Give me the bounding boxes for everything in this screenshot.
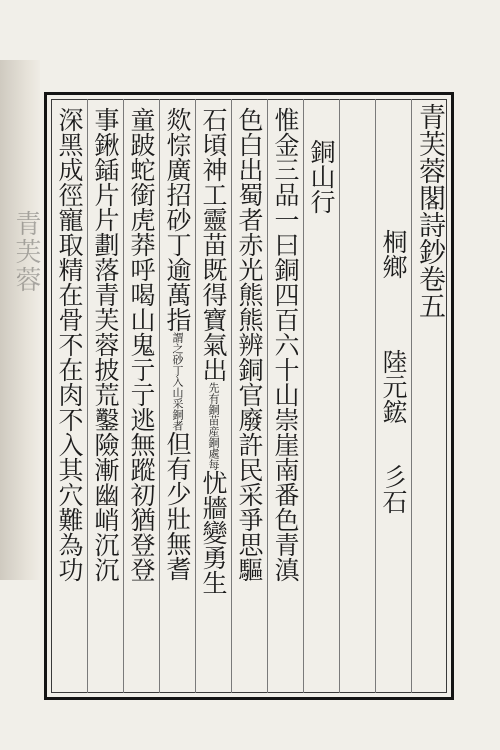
poem-text: 忧牆變勇生 <box>199 470 228 595</box>
text-columns <box>51 99 447 693</box>
poem-column <box>195 99 231 693</box>
book-title: 青芙蓉閣詩鈔卷五 <box>411 99 447 693</box>
inline-note <box>207 382 219 470</box>
poem-column: 深黑成徑寵取精在骨不在肉不入其穴難為功 <box>55 107 84 582</box>
poem-text: 欻悰廣招砂丁逾萬指 <box>163 107 192 332</box>
author-name: 陸元鋐 <box>379 349 408 424</box>
inline-note-line: 先有銅苗 <box>207 382 220 426</box>
poem-text: 石頃神工靈苗既得寶氣出 <box>199 107 228 382</box>
blank-column <box>339 99 375 693</box>
page-binding-strip <box>0 60 40 580</box>
inline-note-line: 謂之砂丁 <box>171 332 184 376</box>
author-style-name: 彡石 <box>379 464 408 514</box>
poem-text: 但有少壯無耆 <box>163 431 192 581</box>
poem-title: 銅山行 <box>303 99 339 693</box>
inline-note-line: 産銅處每 <box>207 426 220 470</box>
author-place: 桐鄉 <box>379 229 408 279</box>
author-line <box>375 99 411 693</box>
poem-column: 色白出蜀者赤光熊熊辨銅官廢許民采爭思驅 <box>231 99 267 693</box>
poem-column: 事鍬鍤片片劃落青芙蓉披荒鑿險漸幽峭沉沉 <box>87 99 123 693</box>
bleed-through-text: 青芙蓉 <box>11 210 41 294</box>
poem-column: 惟金三品一曰銅四百六十山崇崖南番色青滇 <box>267 99 303 693</box>
poem-column: 童跛蛇銜虎莽呼喝山鬼亍亍逃無蹤初猶登登 <box>123 99 159 693</box>
inline-note <box>171 332 183 431</box>
inline-note-line: 入山采銅者 <box>171 376 184 431</box>
printed-frame <box>44 92 454 700</box>
poem-column <box>159 99 195 693</box>
